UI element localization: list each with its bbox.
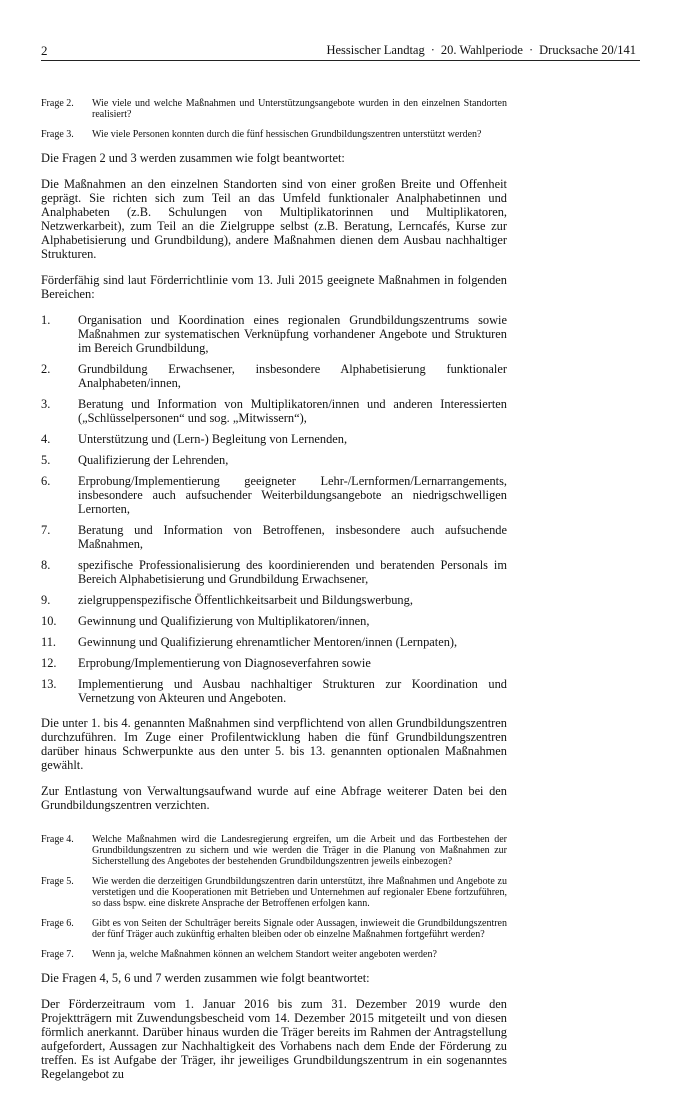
- question-label: Frage 3.: [41, 129, 74, 140]
- list-item: [41, 523, 507, 551]
- question-label: Frage 5.: [41, 876, 74, 887]
- answer-paragraph: Der Förderzeitraum vom 1. Januar 2016 bis zum 31. Dezember 2019 wurde den Projektträgern mit Zuwendungsbescheid vom 14. Dezember 2015 mitgeteilt und von diesen förmlich anerkannt. Darüber hinaus wurden die Träger bereits im Rahmen der Antragstellung aufgefordert, Aussagen zur Nachhaltigkeit des Vorhabens nach dem Ende der Förderung zu treffen. Es ist Aufgabe der Träger, ihr jeweiliges Grundbildungszentrum in ein sogenanntes Regelangebot zu: [41, 997, 507, 1081]
- legislative-period: 20. Wahlperiode: [440, 43, 523, 57]
- list-text: spezifische Professionalisierung des koordinierenden und beratenden Personals im Bereich Alphabetisierung und Grundbildung Erwachsener,: [78, 558, 507, 586]
- list-item: [41, 453, 507, 467]
- question-5: [41, 876, 507, 909]
- list-item: [41, 432, 507, 446]
- question-text: Wie viele Personen konnten durch die fünf hessischen Grundbildungszentren unterstützt werden?: [92, 129, 482, 140]
- list-text: Gewinnung und Qualifizierung ehrenamtlicher Mentoren/innen (Lernpaten),: [78, 635, 458, 649]
- list-text: Beratung und Information von Multiplikatoren/innen und anderen Interessierten („Schlüsselpersonen“ und sog. „Mitwissern“),: [78, 397, 507, 425]
- list-item: [41, 635, 507, 649]
- list-number: 1.: [41, 313, 51, 327]
- list-number: 12.: [41, 656, 57, 670]
- list-text: Erprobung/Implementierung geeigneter Lehr-/Lernformen/Lernarrangements, insbesondere auch aufsuchender Weiterbildungsangebote an niedrigschwelligen Lernorten,: [78, 474, 507, 516]
- question-label: Frage 4.: [41, 834, 74, 845]
- answer-lead: Die Fragen 4, 5, 6 und 7 werden zusammen wie folgt beantwortet:: [41, 971, 370, 985]
- list-text: Beratung und Information von Betroffenen, insbesondere auch aufsuchende Maßnahmen,: [78, 523, 507, 551]
- list-text: Erprobung/Implementierung von Diagnoseverfahren sowie: [78, 656, 371, 670]
- list-item: [41, 593, 507, 607]
- list-text: zielgruppenspezifische Öffentlichkeitsarbeit und Bildungswerbung,: [78, 593, 413, 607]
- list-item: [41, 397, 507, 425]
- list-text: Organisation und Koordination eines regionalen Grundbildungszentrums sowie Maßnahmen zur systematischen Verknüpfung vorhandener Angebote und Strukturen im Bereich Grundbildung,: [78, 313, 507, 355]
- page-body: [41, 98, 507, 1093]
- list-text: Unterstützung und (Lern-) Begleitung von Lernenden,: [78, 432, 348, 446]
- list-item: [41, 362, 507, 390]
- list-text: Grundbildung Erwachsener, insbesondere Alphabetisierung funktionaler Analphabeten/innen,: [78, 362, 507, 390]
- header-separator: ·: [528, 43, 534, 57]
- question-text: Gibt es von Seiten der Schulträger bereits Signale oder Aussagen, inwieweit die Grundbildungszentren der fünf Träger auch zukünftig erhalten bleiben oder ob einzelne Maßnahmen fortgeführt werden?: [92, 918, 507, 940]
- question-text: Wie viele und welche Maßnahmen und Unterstützungsangebote wurden in den einzelnen Standorten realisiert?: [92, 98, 507, 120]
- measures-list: [41, 313, 507, 705]
- list-item: [41, 614, 507, 628]
- list-number: 13.: [41, 677, 57, 691]
- question-3: [41, 129, 507, 140]
- question-text: Wenn ja, welche Maßnahmen können an welchem Standort weiter angeboten werden?: [92, 949, 437, 960]
- page-header: [41, 40, 640, 61]
- answer-paragraph: Die Maßnahmen an den einzelnen Standorten sind von einer großen Breite und Offenheit geprägt. Sie richten sich zum Teil an das Umfeld funktionaler Analphabetinnen und Analphabeten (z.B. Schulungen von Multiplikatorinnen und Multiplikatoren, Netzwerkarbeit), zum Teil an die Zielgruppe selbst (z.B. Beratung, Lerncafés, Kurse zur Alphabetisierung und Grundbildung), andere Maßnahmen dienen dem Ausbau nachhaltiger Strukturen.: [41, 177, 507, 261]
- list-number: 6.: [41, 474, 51, 488]
- question-text: Welche Maßnahmen wird die Landesregierung ergreifen, um die Arbeit und das Fortbestehen der Grundbildungszentren zu sichern und wie werden die Träger in die Planung von Maßnahmen zur Sicherstellung des Angebotes der bestehenden Grundbildungszentren jeweils einbezogen?: [92, 834, 507, 867]
- section-spacer: [41, 824, 507, 834]
- answer-paragraph: Förderfähig sind laut Förderrichtlinie vom 13. Juli 2015 geeignete Maßnahmen in folgenden Bereichen:: [41, 273, 507, 301]
- list-item: [41, 313, 507, 355]
- running-header: [326, 43, 636, 58]
- list-number: 2.: [41, 362, 51, 376]
- question-7: [41, 949, 507, 960]
- list-text: Gewinnung und Qualifizierung von Multiplikatoren/innen,: [78, 614, 370, 628]
- list-item: [41, 677, 507, 705]
- list-item: [41, 474, 507, 516]
- answer-lead: Die Fragen 2 und 3 werden zusammen wie folgt beantwortet:: [41, 151, 345, 165]
- list-number: 5.: [41, 453, 51, 467]
- list-number: 11.: [41, 635, 57, 649]
- header-separator: ·: [430, 43, 435, 57]
- answer-paragraph: Die unter 1. bis 4. genannten Maßnahmen sind verpflichtend von allen Grundbildungszentren durchzuführen. Im Zuge einer Profilentwicklung haben die fünf Grundbildungszentren darüber hinaus Schwerpunkte aus den unter 5. bis 13. genannten optionalen Maßnahmen gewählt.: [41, 716, 507, 772]
- question-text: Wie werden die derzeitigen Grundbildungszentren darin unterstützt, ihre Maßnahmen und Angebote zu verstetigen und die Kooperationen mit Betrieben und Unternehmen auf regionaler Ebene fortzuführen, so dass bspw. eine diskrete Ansprache der Betroffenen erfolgen kann.: [92, 876, 507, 909]
- list-number: 7.: [41, 523, 51, 537]
- list-item: [41, 558, 507, 586]
- list-number: 4.: [41, 432, 51, 446]
- question-label: Frage 2.: [41, 98, 74, 109]
- list-text: Qualifizierung der Lehrenden,: [78, 453, 229, 467]
- list-number: 8.: [41, 558, 51, 572]
- page-number: 2: [41, 43, 48, 58]
- question-label: Frage 6.: [41, 918, 74, 929]
- list-number: 3.: [41, 397, 51, 411]
- document-number: Drucksache 20/141: [539, 43, 636, 57]
- publisher: Hessischer Landtag: [326, 43, 425, 57]
- list-item: [41, 656, 507, 670]
- list-number: 9.: [41, 593, 51, 607]
- question-2: [41, 98, 507, 120]
- list-text: Implementierung und Ausbau nachhaltiger Strukturen zur Koordination und Vernetzung von Akteuren und Angeboten.: [78, 677, 507, 705]
- list-number: 10.: [41, 614, 57, 628]
- answer-paragraph: Zur Entlastung von Verwaltungsaufwand wurde auf eine Abfrage weiterer Daten bei den Grundbildungszentren verzichten.: [41, 784, 507, 812]
- question-4: [41, 834, 507, 867]
- question-6: [41, 918, 507, 940]
- question-label: Frage 7.: [41, 949, 74, 960]
